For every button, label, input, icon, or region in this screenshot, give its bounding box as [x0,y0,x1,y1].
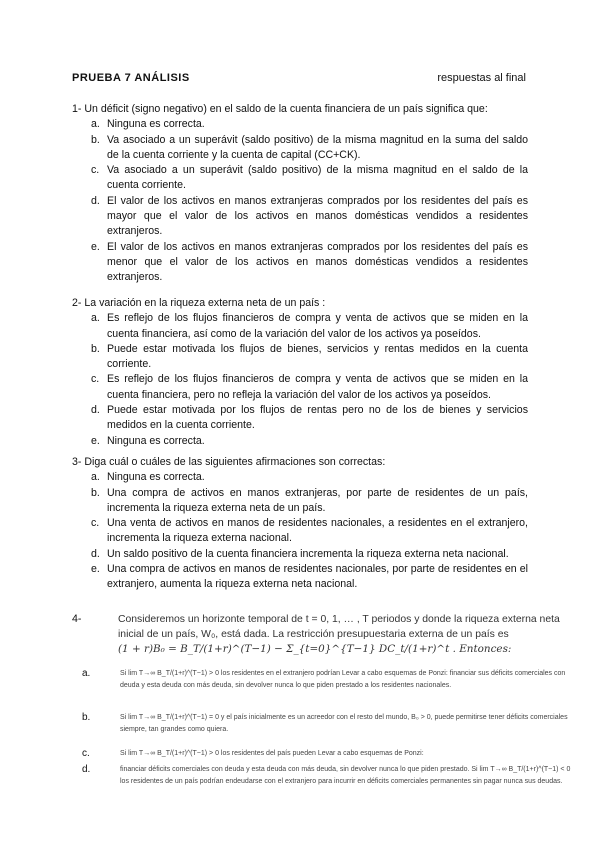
option-letter: c. [91,164,100,177]
document-title: PRUEBA 7 ANÁLISIS [72,72,190,84]
option-text: Puede estar motivada por los flujos de rentas pero no de los de bienes y servicios medidos en la cuenta corriente. [107,404,528,432]
stem-line: Consideremos un horizonte temporal de t = 0, 1, … , T periodos y donde la riqueza externa neta [118,614,560,625]
options-list [72,311,528,449]
option-letter: c. [91,373,100,386]
option-text: Si lim T→∞ B_T/(1+r)^(T−1) = 0 y el país inicialmente es un acreedor con el resto del mundo, B₀ > 0, puede permitirse tener déficits comerciales siempre, tan grandes como quiera. [120,714,568,733]
option-text: financiar déficits comerciales con deuda y esta deuda con más deuda, sin devolver nunca lo que piden prestado. Si lim T→∞ B_T/(1+r)^(T−1) < 0 los residentes de un país podrían endeudarse con el extranjero para incurrir en déficits comerciales permanentes sin pagar nunca sus deudas. [120,766,571,785]
option-letter: a. [91,471,100,484]
option-text: El valor de los activos en manos extranjeras comprados por los residentes del país es menor que el valor de los activos en manos domésticas vendidos a residentes extranjeros. [107,240,528,284]
option-b [72,342,528,373]
option-d [72,403,528,434]
question-stem: 2- La variación en la riqueza externa neta de un país : [72,297,326,309]
option-text: Es reflejo de los flujos financieros de compra y venta de activos que se miden en la cuenta financiera, pero no refleja la variación del valor de los activos ya poseídos. [107,373,528,401]
option-letter: b. [91,342,100,355]
budget-constraint-formula: (1 + r)B₀ = B_T/(1+r)^(T−1) − Σ_{t=0}^{T−1} DC_t/(1+r)^t . Entonces: [118,643,512,655]
question-1 [72,102,528,286]
option-letter: a. [82,668,91,679]
options-list [72,470,528,592]
option-d [72,194,528,240]
option-text: Una compra de activos en manos de residentes nacionales, por parte de residentes en el extranjero, aumenta la riqueza externa neta nacional. [107,563,528,591]
question-stem: 3- Diga cuál o cuáles de las siguientes afirmaciones son correctas: [72,456,386,468]
option-letter: d. [91,194,100,207]
option-c [72,163,528,194]
option-text: Un saldo positivo de la cuenta financiera incrementa la riqueza externa neta nacional. [107,547,509,560]
option-letter: e. [91,563,100,576]
option-letter: a. [91,118,100,131]
option-letter: b. [91,133,100,146]
option-b [72,486,528,517]
option-text: Es reflejo de los flujos financieros de compra y venta de activos que se miden en la cuenta financiera, así como de la variación del valor de los activos ya poseídos. [107,312,528,340]
option-text: Va asociado a un superávit (saldo positivo) de la misma magnitud en el saldo de la cuenta corriente. [107,164,528,192]
option-letter: c. [82,748,90,759]
option-letter: d. [91,547,100,560]
stem-line: inicial de un país, W₀, está dada. La restricción presupuestaria externa de un país es [118,629,509,640]
question-3 [72,455,528,593]
option-letter: d. [91,404,100,417]
option-text: El valor de los activos en manos extranjeras comprados por los residentes del país es mayor que el valor de los activos en manos domésticas vendidos a residentes extranjeros. [107,194,528,238]
option-text: Ninguna es correcta. [107,471,205,484]
question-stem: 1- Un déficit (signo negativo) en el saldo de la cuenta financiera de un país significa que: [72,103,488,115]
question-stem [118,612,598,657]
option-text: Si lim T→∞ B_T/(1+r)^(T−1) > 0 los residentes en el extranjero podrían Levar a cabo esquemas de Ponzi: financiar sus déficits comerciales con deuda y esta deuda con más deuda, sin devolver nunca lo que piden prestado a los residentes nacionales. [120,670,566,689]
document-header [72,72,526,84]
option-letter: c. [91,517,100,530]
option-text: Si lim T→∞ B_T/(1+r)^(T−1) > 0 los residentes del país pueden Levar a cabo esquemas de Ponzi: [120,750,424,757]
option-text: Una venta de activos en manos de residentes nacionales, a residentes en el extranjero, incrementa la riqueza externa nacional. [107,517,528,545]
option-text: Ninguna es correcta. [107,118,205,131]
question-2 [72,296,528,449]
question-4 [72,612,571,822]
option-letter: d. [82,764,91,775]
option-c [72,516,528,547]
option-a [72,470,528,485]
option-e [72,562,528,593]
option-letter: a. [91,312,100,325]
option-text: Ninguna es correcta. [107,434,205,447]
option-letter: b. [91,486,100,499]
option-letter: e. [91,240,100,253]
option-text: Va asociado a un superávit (saldo positivo) de la misma magnitud en la suma del saldo de la cuenta corriente y la cuenta de capital (CC+CK). [107,133,528,161]
options-list [72,117,528,285]
option-e [72,240,528,286]
option-e [72,434,528,449]
option-b [72,133,528,164]
question-number: 4- [72,613,82,625]
option-c [72,372,528,403]
answers-note: respuestas al final [437,72,526,84]
option-a [72,311,528,342]
option-text: Una compra de activos en manos extranjeras, por parte de residentes de un país, incrementa la riqueza externa neta de un país. [107,486,528,514]
option-a [72,117,528,132]
option-letter: b. [82,712,91,723]
option-letter: e. [91,434,100,447]
option-d [72,547,528,562]
option-text: Puede estar motivada los flujos de bienes, servicios y rentas medidos en la cuenta corriente. [107,342,528,371]
